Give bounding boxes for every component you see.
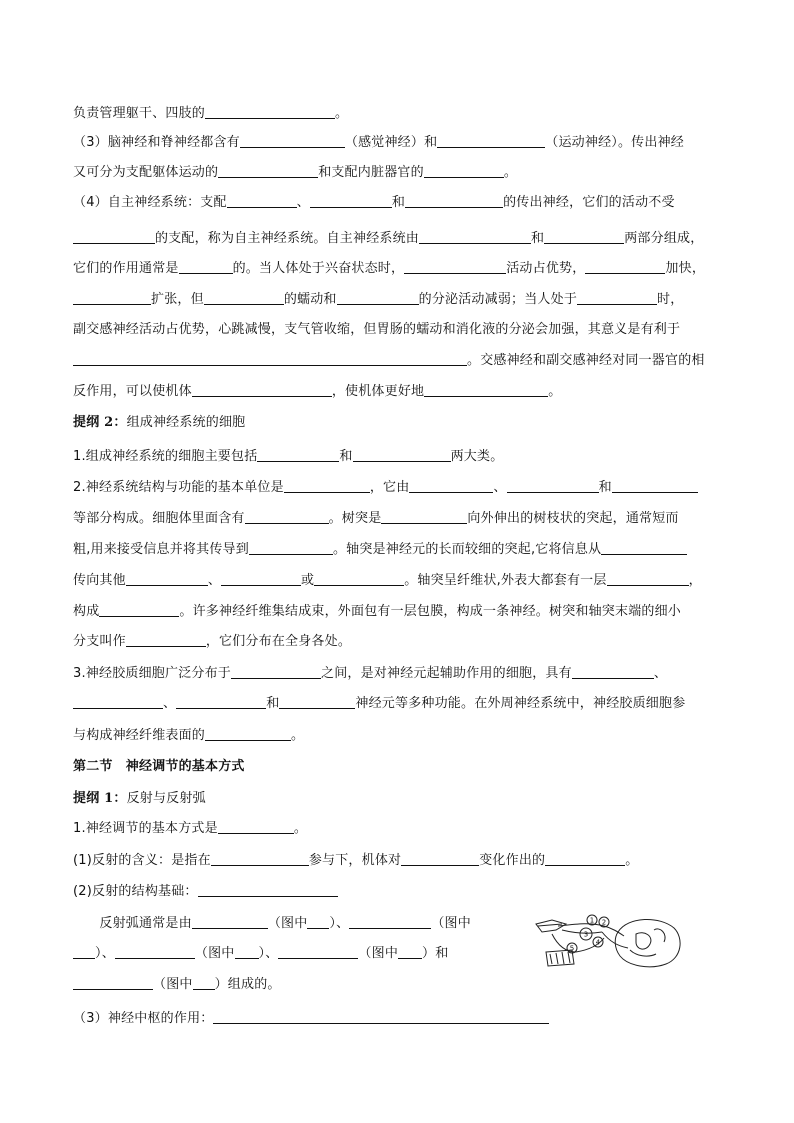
text-run: 参与下，机体对 bbox=[308, 853, 402, 868]
text-run: 。 bbox=[503, 165, 518, 180]
text-run: 1.组成神经系统的细胞主要包括 bbox=[73, 449, 258, 464]
fill-in-blank[interactable] bbox=[314, 572, 404, 586]
text-run: 、 bbox=[493, 480, 507, 495]
fill-in-blank[interactable] bbox=[310, 194, 392, 208]
text-line bbox=[73, 665, 667, 683]
text-line bbox=[73, 541, 687, 559]
text-line bbox=[73, 291, 683, 309]
text-line bbox=[73, 383, 561, 401]
fill-in-blank[interactable] bbox=[235, 945, 259, 959]
text-run: 向外伸出的树枝状的突起，通常短而 bbox=[467, 511, 679, 526]
text-run: （图中 bbox=[267, 916, 308, 931]
text-line bbox=[73, 603, 681, 621]
fill-in-blank[interactable] bbox=[424, 164, 504, 178]
text-run: (1)反射的含义：是指在 bbox=[73, 853, 211, 868]
text-run: 和 bbox=[339, 449, 353, 464]
reflex-arc-figure bbox=[532, 912, 684, 972]
text-run: 和支配内脏器官的 bbox=[318, 165, 424, 180]
text-run: 反射与反射弧 bbox=[126, 791, 206, 806]
fill-in-blank[interactable] bbox=[607, 572, 689, 586]
text-line bbox=[73, 790, 206, 808]
heading-run: 提纲 1： bbox=[73, 791, 127, 806]
text-run: 和 bbox=[391, 195, 406, 210]
text-run: 、 bbox=[207, 573, 222, 588]
text-run: 负责管理躯干、四肢的 bbox=[73, 106, 206, 121]
text-run: 和 bbox=[266, 696, 280, 711]
fill-in-blank[interactable] bbox=[404, 260, 506, 274]
text-run: 和 bbox=[531, 231, 545, 246]
text-run: 的支配，称为自主神经系统。自主神经系统由 bbox=[155, 231, 420, 246]
text-run: 。 bbox=[625, 853, 639, 868]
text-run: 神经元等多种功能。在外周神经系统中，神经胶质细胞参 bbox=[355, 696, 686, 711]
text-line bbox=[73, 194, 675, 212]
fill-in-blank[interactable] bbox=[115, 945, 195, 959]
spinal-cord-shape bbox=[615, 919, 680, 966]
fill-in-blank[interactable] bbox=[544, 230, 624, 244]
fill-in-blank[interactable] bbox=[126, 572, 208, 586]
text-run: 。许多神经纤维集结成束，外面包有一层包膜，构成一条神经。树突和轴突末端的细小 bbox=[179, 604, 682, 619]
text-run: （图中 bbox=[358, 946, 399, 961]
fill-in-blank[interactable] bbox=[572, 665, 654, 679]
text-run: 构成 bbox=[73, 604, 100, 619]
text-line bbox=[73, 510, 679, 528]
figure-number: 5 bbox=[569, 944, 575, 953]
text-line bbox=[73, 758, 245, 776]
fill-in-blank[interactable] bbox=[218, 164, 318, 178]
figure-number: 3 bbox=[583, 930, 589, 939]
text-run: （3）脑神经和脊神经都含有 bbox=[73, 135, 240, 150]
text-run: 。轴突是神经元的长而较细的突起,它将信息从 bbox=[332, 542, 602, 557]
fill-in-blank[interactable] bbox=[198, 883, 338, 897]
text-line bbox=[73, 820, 307, 838]
text-line bbox=[73, 883, 338, 901]
fill-in-blank[interactable] bbox=[279, 695, 355, 709]
fill-in-blank[interactable] bbox=[205, 105, 335, 119]
fill-in-blank[interactable] bbox=[73, 945, 95, 959]
fill-in-blank[interactable] bbox=[401, 852, 479, 866]
fill-in-blank[interactable] bbox=[337, 291, 419, 305]
text-run: 活动占优势， bbox=[506, 261, 586, 276]
text-run: 传向其他 bbox=[73, 573, 126, 588]
fill-in-blank[interactable] bbox=[349, 915, 431, 929]
fill-in-blank[interactable] bbox=[221, 572, 301, 586]
fill-in-blank[interactable] bbox=[249, 541, 333, 555]
text-run: 2.神经系统结构与功能的基本单位是 bbox=[73, 480, 284, 495]
text-line bbox=[73, 352, 705, 370]
text-run: （感觉神经）和 bbox=[344, 135, 438, 150]
fill-in-blank[interactable] bbox=[73, 230, 155, 244]
fill-in-blank[interactable] bbox=[126, 633, 206, 647]
text-run: 。 bbox=[291, 728, 305, 743]
text-run: 加快， bbox=[665, 261, 706, 276]
fill-in-blank[interactable] bbox=[99, 603, 179, 617]
text-run: （图中 bbox=[153, 977, 193, 992]
fill-in-blank[interactable] bbox=[73, 291, 151, 305]
fill-in-blank[interactable] bbox=[398, 945, 422, 959]
text-run: 的分泌活动减弱；当人处于 bbox=[418, 292, 578, 307]
text-line bbox=[73, 414, 245, 432]
text-run: 组成神经系统的细胞 bbox=[126, 415, 246, 430]
fill-in-blank[interactable] bbox=[218, 820, 294, 834]
text-line bbox=[73, 852, 638, 870]
text-line bbox=[73, 945, 448, 963]
text-run: 与构成神经纤维表面的 bbox=[73, 728, 206, 743]
text-run: 、 bbox=[296, 195, 310, 210]
text-run: 和 bbox=[598, 480, 612, 495]
text-run: 又可分为支配躯体运动的 bbox=[73, 165, 219, 180]
text-line bbox=[73, 727, 304, 745]
text-line bbox=[73, 164, 517, 182]
fill-in-blank[interactable] bbox=[227, 194, 297, 208]
text-run: ，它们分布在全身各处。 bbox=[205, 634, 352, 649]
fill-in-blank[interactable] bbox=[278, 945, 358, 959]
fill-in-blank[interactable] bbox=[612, 479, 698, 493]
text-run: 副交感神经活动占优势，心跳减慢，支气管收缩，但胃肠的蠕动和消化液的分泌会加强，其意义是有利于 bbox=[73, 322, 681, 337]
text-run: 之间，是对神经元起辅助作用的细胞，具有 bbox=[321, 666, 572, 681]
fill-in-blank[interactable] bbox=[257, 448, 339, 462]
text-line bbox=[73, 572, 702, 590]
text-run: 的。当人体处于兴奋状态时， bbox=[232, 261, 405, 276]
fill-in-blank[interactable] bbox=[205, 727, 291, 741]
text-run: （4）自主神经系统：支配 bbox=[73, 195, 227, 210]
text-run: （运动神经）。传出神经 bbox=[545, 135, 684, 150]
text-run: 3.神经胶质细胞广泛分布于 bbox=[73, 666, 232, 681]
heading-run: 提纲 2： bbox=[73, 415, 127, 430]
fill-in-blank[interactable] bbox=[192, 383, 332, 397]
text-run: (2)反射的结构基础： bbox=[73, 884, 198, 899]
fill-in-blank[interactable] bbox=[204, 291, 284, 305]
fill-in-blank[interactable] bbox=[240, 134, 345, 148]
fill-in-blank[interactable] bbox=[231, 665, 321, 679]
fill-in-blank[interactable] bbox=[73, 976, 153, 990]
text-line bbox=[73, 479, 698, 497]
fill-in-blank[interactable] bbox=[176, 695, 266, 709]
fill-in-blank[interactable] bbox=[437, 134, 545, 148]
fill-in-blank[interactable] bbox=[353, 448, 451, 462]
text-run: 或 bbox=[301, 573, 315, 588]
text-run: 。轴突呈纤维状,外表大都套有一层 bbox=[404, 573, 607, 588]
figure-number: 2 bbox=[601, 918, 607, 927]
fill-in-blank[interactable] bbox=[381, 510, 467, 524]
fill-in-blank[interactable] bbox=[179, 260, 233, 274]
figure-number: 1 bbox=[589, 916, 595, 925]
text-run: 。树突是 bbox=[328, 511, 382, 526]
text-run: ）组成的。 bbox=[214, 977, 281, 992]
fill-in-blank[interactable] bbox=[545, 852, 625, 866]
fill-in-blank[interactable] bbox=[193, 976, 215, 990]
fill-in-blank[interactable] bbox=[284, 479, 370, 493]
text-run: 等部分构成。细胞体里面含有 bbox=[73, 511, 245, 526]
figure-number: 4 bbox=[595, 938, 601, 947]
text-run: ，使机体更好地 bbox=[331, 384, 425, 399]
text-run: 。 bbox=[548, 384, 562, 399]
text-run: 两大类。 bbox=[450, 449, 504, 464]
text-run: 两部分组成， bbox=[624, 231, 704, 246]
text-run: ）、 bbox=[258, 946, 279, 961]
text-run: 扩张，但 bbox=[151, 292, 204, 307]
text-run: 。 bbox=[335, 106, 349, 121]
text-run: （3）神经中枢的作用： bbox=[73, 1011, 214, 1026]
text-run: 分支叫作 bbox=[73, 634, 126, 649]
text-line bbox=[73, 976, 281, 994]
fill-in-blank[interactable] bbox=[73, 695, 163, 709]
text-run: ）和 bbox=[422, 946, 449, 961]
text-run: 反射弧通常是由 bbox=[73, 916, 192, 931]
text-run: （图中 bbox=[431, 916, 471, 931]
text-line bbox=[73, 260, 705, 278]
text-line bbox=[73, 230, 703, 248]
fill-in-blank[interactable] bbox=[405, 194, 503, 208]
text-line bbox=[73, 915, 471, 933]
text-line bbox=[73, 1010, 549, 1028]
text-run: ，它由 bbox=[369, 480, 410, 495]
text-line bbox=[73, 321, 680, 339]
text-run: 的传出神经，它们的活动不受 bbox=[503, 195, 675, 210]
fill-in-blank[interactable] bbox=[307, 915, 329, 929]
text-run: 、 bbox=[653, 666, 668, 681]
text-line bbox=[73, 448, 503, 466]
fill-in-blank[interactable] bbox=[211, 852, 309, 866]
text-line bbox=[73, 134, 684, 152]
text-run: ， bbox=[688, 573, 702, 588]
fill-in-blank[interactable] bbox=[577, 291, 657, 305]
fill-in-blank[interactable] bbox=[424, 383, 548, 397]
fill-in-blank[interactable] bbox=[409, 479, 493, 493]
fill-in-blank[interactable] bbox=[73, 352, 467, 366]
text-run: 、 bbox=[163, 696, 177, 711]
fill-in-blank[interactable] bbox=[601, 541, 687, 555]
text-run: 它们的作用通常是 bbox=[73, 261, 179, 276]
fill-in-blank[interactable] bbox=[245, 510, 329, 524]
fill-in-blank[interactable] bbox=[192, 915, 268, 929]
fill-in-blank[interactable] bbox=[419, 230, 531, 244]
text-line bbox=[73, 105, 348, 123]
text-run: 变化作出的 bbox=[479, 853, 546, 868]
heading-run: 第二节 神经调节的基本方式 bbox=[73, 759, 245, 774]
text-run: ）、 bbox=[95, 946, 115, 961]
text-run: （图中 bbox=[194, 946, 235, 961]
text-run: 。 bbox=[293, 821, 308, 836]
fill-in-blank[interactable] bbox=[507, 479, 599, 493]
text-run: 1.神经调节的基本方式是 bbox=[73, 821, 218, 836]
fill-in-blank[interactable] bbox=[585, 260, 665, 274]
text-run: 的蠕动和 bbox=[283, 292, 337, 307]
text-line bbox=[73, 633, 351, 651]
text-run: 时， bbox=[657, 292, 684, 307]
text-run: ）、 bbox=[329, 916, 350, 931]
text-run: 。交感神经和副交感神经对同一器官的相 bbox=[467, 353, 705, 368]
fill-in-blank[interactable] bbox=[213, 1010, 549, 1024]
text-run: 粗,用来接受信息并将其传导到 bbox=[73, 542, 249, 557]
text-run: 反作用，可以使机体 bbox=[73, 384, 192, 399]
text-line bbox=[73, 695, 685, 713]
